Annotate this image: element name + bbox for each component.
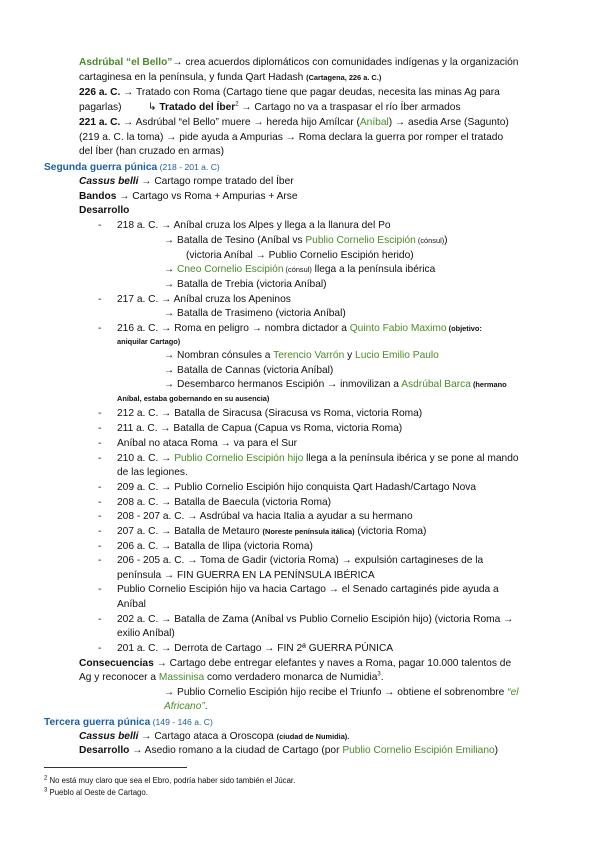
list-item-209: 209 a. C. → Publio Cornelio Escipión hijo conquista Qart Hadash/Cartago Nova — [117, 482, 477, 493]
sub-item-tesino-result: (victoria Aníbal → Publio Cornelio Escipión herido) — [186, 250, 414, 261]
list-bullet: - — [98, 438, 102, 449]
list-bullet: - — [98, 423, 102, 434]
intro-line-7: del Íber (han cruzado en armas) — [79, 146, 224, 157]
footnote-3: $^3$ Pueblo al Oeste de Cartago. — [44, 787, 148, 797]
intro-line-4: pagarlas) — [79, 102, 122, 113]
third-casus-belli: Cassus belli → Cartago ataca a Oroscopa (ciudad de Numidia). — [79, 731, 350, 742]
second-triunfo-cont: Africano”. — [164, 701, 208, 712]
intro-line-6: (219 a. C. la toma) → pide ayuda a Ampurias → Roma declara la guerra por romper el tratado — [79, 132, 504, 143]
list-item-senado-cont: Aníbal — [117, 599, 146, 610]
list-item-anibal-sur: Aníbal no ataca Roma → va para el Sur — [117, 438, 298, 449]
list-item-217: 217 a. C. → Aníbal cruza los Apeninos — [117, 294, 291, 305]
section-heading-third: Tercera guerra púnica (149 - 146 a. C) — [44, 717, 213, 728]
footnote-divider — [44, 767, 187, 768]
list-bullet: - — [98, 643, 102, 654]
list-item-202-cont: exilio Aníbal) — [117, 628, 175, 639]
list-bullet: - — [98, 323, 102, 334]
list-item-216-note: aniquilar Cartago) — [117, 337, 181, 346]
list-item-206-205: 206 - 205 a. C. → Toma de Gadir (victoria Roma) → expulsión cartagineses de la — [117, 555, 484, 566]
sub-item-cneo: → Cneo Cornelio Escipión (cónsul) llega a la península ibérica — [164, 264, 436, 275]
list-item-210-cont: de las legiones. — [117, 467, 188, 478]
list-item-218: 218 a. C. → Aníbal cruza los Alpes y llega a la llanura del Po — [117, 220, 391, 231]
list-item-senado: Publio Cornelio Escipión hijo va hacia Cartago → el Senado cartaginés pide ayuda a — [117, 584, 499, 595]
list-item-210: 210 a. C. → Publio Cornelio Escipión hijo llega a la península ibérica y se pone al mando — [117, 453, 519, 464]
second-consecuencias: Consecuencias → Cartago debe entregar elefantes y naves a Roma, pagar 10.000 talentos de — [79, 658, 512, 669]
sub-item-cannas: → Batalla de Cannas (victoria Aníbal) — [164, 365, 334, 376]
intro-line-3: 226 a. C. → Tratado con Roma (Cartago tiene que pagar deudas, necesita las minas Ag para — [79, 87, 500, 98]
footnote-2: $^2$ No está muy claro que sea el Ebro, podría haber sido también el Júcar. — [44, 775, 296, 785]
intro-line-2: cartaginesa en la península, y funda Qart Hadash (Cartagena, 226 a. C.) — [79, 72, 382, 83]
sub-item-trasimeno: → Batalla de Trasimeno (victoria Aníbal) — [164, 308, 346, 319]
sub-item-tesino: → Batalla de Tesino (Aníbal vs Publio Cornelio Escipión (cónsul)) — [164, 235, 448, 246]
list-bullet: - — [98, 511, 102, 522]
list-item-206-205-cont: península → FIN GUERRA EN LA PENÍNSULA IBÉRICA — [117, 570, 375, 581]
list-item-206: 206 a. C. → Batalla de Ilipa (victoria Roma) — [117, 541, 313, 552]
intro-line-5: 221 a. C. → Asdrúbal “el Bello” muere → hereda hijo Amílcar (Aníbal) → asedia Arse (Sagunto) — [79, 117, 509, 128]
third-desarrollo: Desarrollo → Asedio romano a la ciudad de Cartago (por Publio Cornelio Escipión Emiliano) — [79, 745, 499, 756]
sub-item-desembarco: → Desembarco hermanos Escipión → inmovilizan a Asdrúbal Barca (hermano — [164, 379, 507, 390]
list-bullet: - — [98, 220, 102, 231]
tratado-iber-line: ↳ Tratado del Íber$^2$ → Cartago no va a traspasar el río Íber armados — [148, 101, 461, 113]
list-bullet: - — [98, 497, 102, 508]
list-item-202: 202 a. C. → Batalla de Zama (Aníbal vs Publio Cornelio Escipión hijo) (victoria Roma → — [117, 614, 514, 625]
list-item-208-207: 208 - 207 a. C. → Asdrúbal va hacia Italia a ayudar a su hermano — [117, 511, 413, 522]
list-bullet: - — [98, 482, 102, 493]
second-desarrollo-label: Desarrollo — [79, 205, 130, 216]
list-item-212: 212 a. C. → Batalla de Siracusa (Siracusa vs Roma, victoria Roma) — [117, 408, 423, 419]
list-bullet: - — [98, 453, 102, 464]
list-item-211: 211 a. C. → Batalla de Capua (Capua vs Roma, victoria Roma) — [117, 423, 403, 434]
asdrubal-name: Asdrúbal “el Bello” — [79, 57, 173, 68]
intro-line-1: Asdrúbal “el Bello”→ crea acuerdos diplomáticos con comunidades indígenas y la organización — [79, 57, 519, 68]
second-casus-belli: Cassus belli → Cartago rompe tratado del Íber — [79, 176, 294, 187]
sub-item-desembarco-note: Aníbal, estaba gobernando en su ausencia) — [117, 394, 270, 403]
second-consecuencias-cont: Ag y reconocer a Massinisa como verdadero monarca de Numidia$^3$. — [79, 671, 384, 683]
list-bullet: - — [98, 408, 102, 419]
section-heading-second: Segunda guerra púnica (218 - 201 a. C) — [44, 162, 220, 173]
list-bullet: - — [98, 555, 102, 566]
list-bullet: - — [98, 541, 102, 552]
sub-item-consules: → Nombran cónsules a Terencio Varrón y Lucio Emilio Paulo — [164, 350, 439, 361]
list-bullet: - — [98, 294, 102, 305]
list-item-207: 207 a. C. → Batalla de Metauro (Noreste península itálica) (victoria Roma) — [117, 526, 427, 537]
list-bullet: - — [98, 526, 102, 537]
list-item-201: 201 a. C. → Derrota de Cartago → FIN 2ª GUERRA PÚNICA — [117, 643, 394, 654]
list-bullet: - — [98, 584, 102, 595]
list-item-216: 216 a. C. → Roma en peligro → nombra dictador a Quinto Fabio Maximo (objetivo: — [117, 323, 482, 334]
second-triunfo: → Publio Cornelio Escipión hijo recibe el Triunfo → obtiene el sobrenombre “el — [164, 687, 519, 698]
sub-item-trebia: → Batalla de Trebia (victoria Aníbal) — [164, 279, 327, 290]
list-bullet: - — [98, 614, 102, 625]
list-item-208: 208 a. C. → Batalla de Baecula (victoria Roma) — [117, 497, 332, 508]
second-bandos: Bandos → Cartago vs Roma + Ampurias + Arse — [79, 191, 298, 202]
